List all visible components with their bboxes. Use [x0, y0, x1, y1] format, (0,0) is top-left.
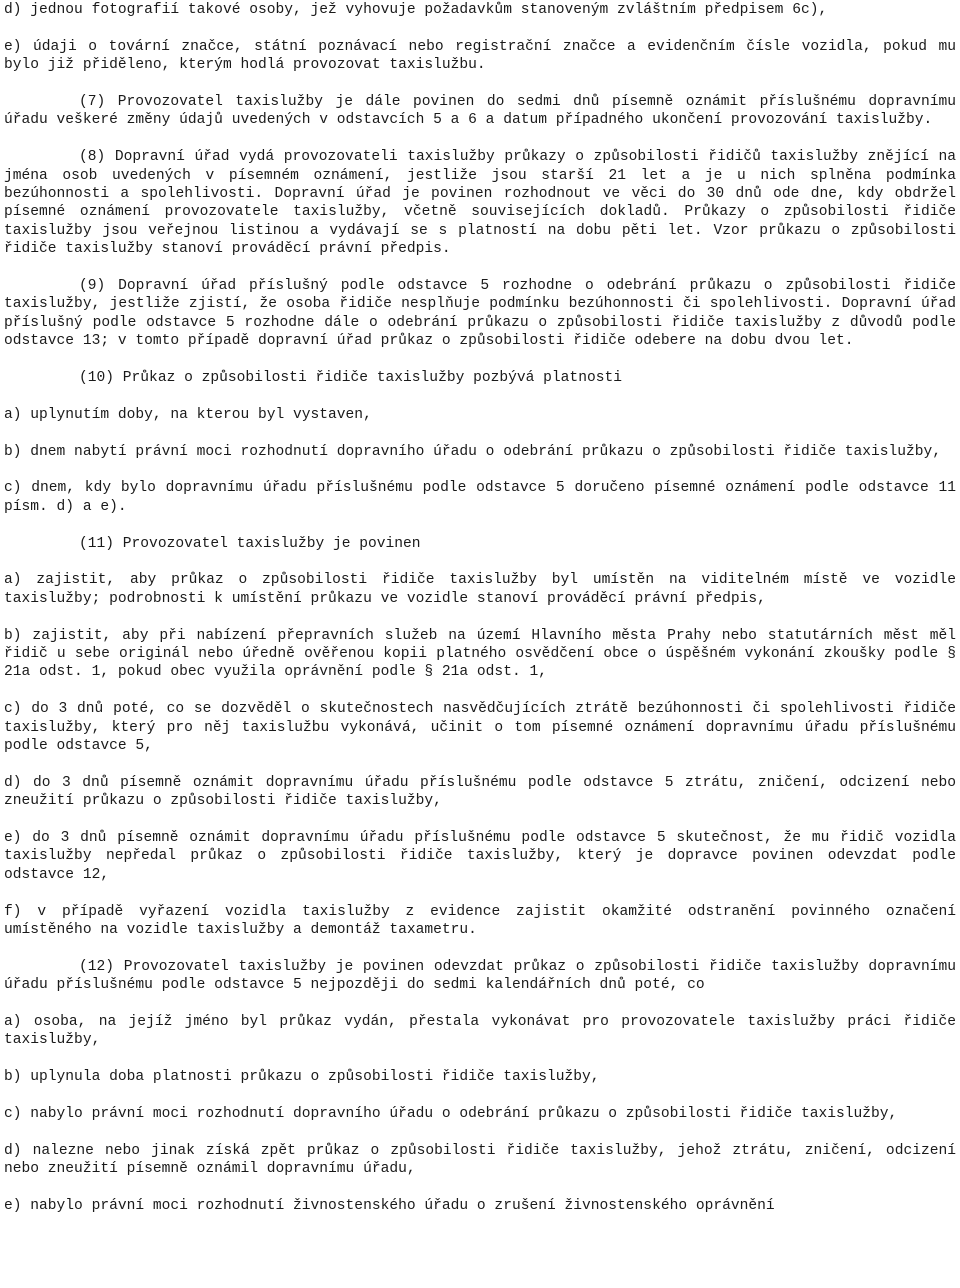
paragraph-12a: a) osoba, na jejíž jméno byl průkaz vydán, přestala vykonávat pro provozovatele taxislužby práci řidiče taxislužby,	[4, 1014, 956, 1049]
paragraph-11a: a) zajistit, aby průkaz o způsobilosti řidiče taxislužby byl umístěn na viditelném místě ve vozidle taxislužby; podrobnosti k umístění průkazu ve vozidle stanoví prováděcí právní předpis,	[4, 572, 956, 607]
paragraph-11f: f) v případě vyřazení vozidla taxislužby z evidence zajistit okamžité odstranění povinného označení umístěného na vozidle taxislužby a demontáž taxametru.	[4, 903, 956, 939]
paragraph-11d: d) do 3 dnů písemně oznámit dopravnímu úřadu příslušnému podle odstavce 5 ztrátu, zničení, odcizení nebo zneužití průkazu o způsobilosti řidiče taxislužby,	[4, 774, 956, 810]
paragraph-10a: a) uplynutím doby, na kterou byl vystaven,	[4, 406, 372, 423]
paragraph-12: (12) Provozovatel taxislužby je povinen odevzdat průkaz o způsobilosti řidiče taxislužby dopravnímu úřadu příslušnému podle odstavce 5 nejpozději do sedmi kalendářních dnů poté, co	[4, 958, 956, 994]
paragraph-9: (9) Dopravní úřad příslušný podle odstavce 5 rozhodne o odebrání průkazu o způsobilosti řidiče taxislužby, jestliže zjistí, že osoba řidiče nesplňuje podmínku bezúhonnosti či spolehlivosti. Dopravní úřad příslušný podle odstavce 5 rozhodne dále o odebrání průkazu o způsobilosti řidiče taxislužby z důvodů podle odstavce 13; v tomto případě dopravní úřad průkaz o způsobilosti řidiče odebere na dobu dvou let.	[4, 278, 956, 350]
paragraph-11b: b) zajistit, aby při nabízení přepravních služeb na území Hlavního města Prahy nebo statutárních měst měl řidič u sebe originál nebo úředně ověřenou kopii platného osvědčení obce o úspěšném vykonání zkoušky podle § 21a odst. 1, pokud obec využila oprávnění podle § 21a odst. 1,	[4, 627, 956, 681]
paragraph-12d: d) nalezne nebo jinak získá zpět průkaz o způsobilosti řidiče taxislužby, jehož ztrátu, zničení, odcizení nebo zneužití písemně oznámil dopravnímu úřadu,	[4, 1142, 956, 1178]
document-body	[4, 0, 956, 1234]
paragraph-12e: e) nabylo právní moci rozhodnutí živnostenského úřadu o zrušení živnostenského oprávnění	[4, 1198, 775, 1215]
paragraph-11c: c) do 3 dnů poté, co se dozvěděl o skutečnostech nasvědčujících ztrátě bezúhonnosti či spolehlivosti řidiče taxislužby, který pro něj taxislužbu vykonává, učinit o tom písemné oznámení dopravnímu úřadu příslušnému podle odstavce 5,	[4, 701, 956, 755]
paragraph-7: (7) Provozovatel taxislužby je dále povinen do sedmi dnů písemně oznámit příslušnému dopravnímu úřadu veškeré změny údajů uvedených v odstavcích 5 a 6 a datum případného ukončení provozování taxislužby.	[4, 94, 956, 129]
paragraph-d-photo: d) jednou fotografií takové osoby, jež vyhovuje požadavkům stanoveným zvláštním předpisem 6c),	[4, 2, 828, 18]
paragraph-10: (10) Průkaz o způsobilosti řidiče taxislužby pozbývá platnosti	[79, 370, 622, 387]
paragraph-10c: c) dnem, kdy bylo dopravnímu úřadu příslušnému podle odstavce 5 doručeno písemné oznámení podle odstavce 11 písm. d) a e).	[4, 480, 956, 515]
paragraph-12c: c) nabylo právní moci rozhodnutí dopravního úřadu o odebrání průkazu o způsobilosti řidiče taxislužby,	[4, 1106, 898, 1123]
paragraph-e-vehicle: e) údaji o tovární značce, státní poznávací nebo registrační značce a evidenčním čísle vozidla, pokud mu bylo již přiděleno, kterým hodlá provozovat taxislužbu.	[4, 38, 956, 74]
paragraph-10b: b) dnem nabytí právní moci rozhodnutí dopravního úřadu o odebrání průkazu o způsobilosti řidiče taxislužby,	[4, 443, 942, 460]
paragraph-11: (11) Provozovatel taxislužby je povinen	[79, 535, 421, 552]
paragraph-11e: e) do 3 dnů písemně oznámit dopravnímu úřadu příslušnému podle odstavce 5 skutečnost, že mu řidič vozidla taxislužby nepředal průkaz o způsobilosti řidiče taxislužby, který je dopravce povinen odevzdat podle odstavce 12,	[4, 830, 956, 883]
paragraph-8: (8) Dopravní úřad vydá provozovateli taxislužby průkazy o způsobilosti řidičů taxislužby znějící na jména osob uvedených v písemném oznámení, jestliže jsou starší 21 let a je u nich splněna podmínka bezúhonnosti a spolehlivosti. Dopravní úřad je povinen rozhodnout ve věci do 30 dnů ode dne, kdy obdržel písemné oznámení provozovatele taxislužby, včetně souvisejících dokladů. Průkazy o způsobilosti řidiče taxislužby jsou veřejnou listinou a vydávají se s platností na dobu pěti let. Vzor průkazu o způsobilosti řidiče taxislužby stanoví prováděcí právní předpis.	[4, 149, 956, 258]
paragraph-12b: b) uplynula doba platnosti průkazu o způsobilosti řidiče taxislužby,	[4, 1069, 600, 1086]
